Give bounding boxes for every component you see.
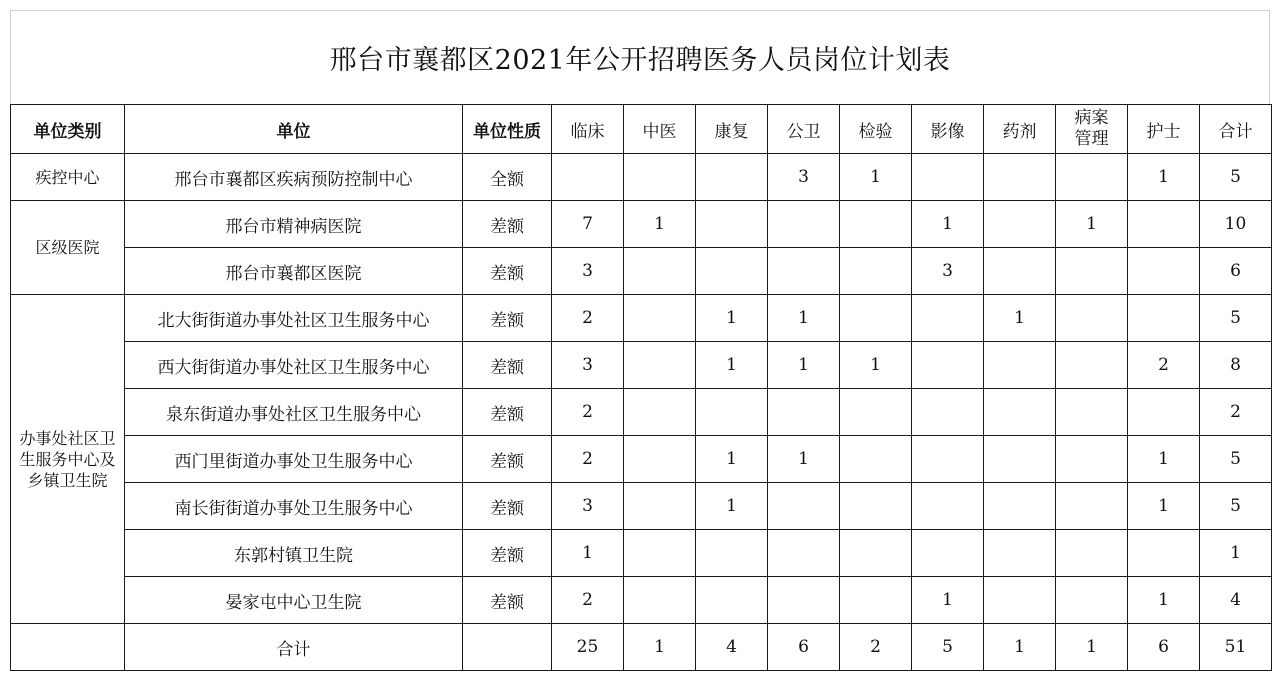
value-cell: 1 (1056, 201, 1128, 248)
value-cell (912, 295, 984, 342)
total-value-cell: 6 (768, 624, 840, 671)
value-cell (1056, 295, 1128, 342)
value-cell (624, 154, 696, 201)
value-cell: 2 (552, 436, 624, 483)
unit-cell: 南长街街道办事处卫生服务中心 (125, 483, 463, 530)
value-cell: 2 (1128, 342, 1200, 389)
value-cell (1056, 248, 1128, 295)
category-cell: 区级医院 (11, 201, 125, 295)
total-cell: 5 (1200, 436, 1272, 483)
unit-cell: 西大街街道办事处社区卫生服务中心 (125, 342, 463, 389)
nature-cell: 全额 (463, 154, 552, 201)
table-row (11, 389, 1272, 436)
value-cell: 1 (696, 342, 768, 389)
value-cell (984, 436, 1056, 483)
header-unit: 单位 (125, 105, 463, 154)
nature-cell: 差额 (463, 201, 552, 248)
value-cell (912, 483, 984, 530)
nature-cell: 差额 (463, 436, 552, 483)
value-cell (1128, 201, 1200, 248)
header-imaging: 影像 (912, 105, 984, 154)
table-row (11, 436, 1272, 483)
value-cell: 1 (912, 201, 984, 248)
value-cell (624, 530, 696, 577)
value-cell (1128, 295, 1200, 342)
table-row (11, 483, 1272, 530)
total-value-cell: 5 (912, 624, 984, 671)
total-value-cell: 25 (552, 624, 624, 671)
title-box (10, 10, 1270, 104)
total-value-cell: 2 (840, 624, 912, 671)
value-cell (984, 483, 1056, 530)
value-cell (1056, 342, 1128, 389)
value-cell (1056, 483, 1128, 530)
value-cell (768, 530, 840, 577)
total-cell: 10 (1200, 201, 1272, 248)
value-cell (768, 577, 840, 624)
unit-cell: 北大街街道办事处社区卫生服务中心 (125, 295, 463, 342)
value-cell (984, 154, 1056, 201)
header-rehab: 康复 (696, 105, 768, 154)
unit-cell: 东郭村镇卫生院 (125, 530, 463, 577)
table-row (11, 295, 1272, 342)
value-cell (624, 295, 696, 342)
value-cell (912, 154, 984, 201)
nature-cell: 差额 (463, 248, 552, 295)
value-cell: 1 (1128, 483, 1200, 530)
grand-total-cell: 51 (1200, 624, 1272, 671)
value-cell (1128, 389, 1200, 436)
header-public-health: 公卫 (768, 105, 840, 154)
value-cell (624, 436, 696, 483)
table-row (11, 530, 1272, 577)
total-value-cell: 4 (696, 624, 768, 671)
header-nature: 单位性质 (463, 105, 552, 154)
value-cell (624, 342, 696, 389)
value-cell: 3 (552, 248, 624, 295)
value-cell: 1 (768, 295, 840, 342)
value-cell (696, 248, 768, 295)
value-cell (768, 389, 840, 436)
value-cell (984, 201, 1056, 248)
value-cell: 1 (840, 154, 912, 201)
unit-cell: 泉东街道办事处社区卫生服务中心 (125, 389, 463, 436)
value-cell (840, 436, 912, 483)
nature-cell: 差额 (463, 389, 552, 436)
value-cell (624, 483, 696, 530)
value-cell (1056, 577, 1128, 624)
value-cell: 1 (912, 577, 984, 624)
value-cell: 2 (552, 389, 624, 436)
header-row (11, 105, 1272, 154)
value-cell (1128, 248, 1200, 295)
value-cell: 1 (1128, 577, 1200, 624)
total-row (11, 624, 1272, 671)
empty-cell (463, 624, 552, 671)
value-cell: 1 (624, 201, 696, 248)
value-cell (696, 389, 768, 436)
header-pharmacy: 药剂 (984, 105, 1056, 154)
value-cell (984, 248, 1056, 295)
unit-cell: 晏家屯中心卫生院 (125, 577, 463, 624)
value-cell (1056, 530, 1128, 577)
total-cell: 5 (1200, 154, 1272, 201)
value-cell (840, 389, 912, 436)
nature-cell: 差额 (463, 295, 552, 342)
total-cell: 5 (1200, 483, 1272, 530)
value-cell: 2 (552, 295, 624, 342)
value-cell (912, 436, 984, 483)
value-cell (696, 577, 768, 624)
value-cell (768, 248, 840, 295)
header-clinical: 临床 (552, 105, 624, 154)
header-total: 合计 (1200, 105, 1272, 154)
value-cell: 1 (696, 436, 768, 483)
header-records-text: 病案管理 (1074, 108, 1109, 149)
table-row (11, 154, 1272, 201)
value-cell (984, 530, 1056, 577)
total-value-cell: 1 (624, 624, 696, 671)
empty-cell (11, 624, 125, 671)
header-lab: 检验 (840, 105, 912, 154)
plan-sheet (10, 10, 1270, 671)
value-cell (984, 342, 1056, 389)
header-category: 单位类别 (11, 105, 125, 154)
table-row (11, 577, 1272, 624)
value-cell: 3 (768, 154, 840, 201)
unit-cell: 邢台市襄都区疾病预防控制中心 (125, 154, 463, 201)
value-cell (840, 530, 912, 577)
unit-cell: 邢台市襄都区医院 (125, 248, 463, 295)
category-cell (11, 295, 125, 624)
total-cell: 6 (1200, 248, 1272, 295)
value-cell: 7 (552, 201, 624, 248)
value-cell (840, 248, 912, 295)
header-nurse: 护士 (1128, 105, 1200, 154)
value-cell (912, 389, 984, 436)
table-row (11, 201, 1272, 248)
total-label: 合计 (125, 624, 463, 671)
page-title: 邢台市襄都区2021年公开招聘医务人员岗位计划表 (329, 45, 951, 76)
unit-cell: 西门里街道办事处卫生服务中心 (125, 436, 463, 483)
value-cell (624, 389, 696, 436)
total-cell: 2 (1200, 389, 1272, 436)
value-cell: 1 (984, 295, 1056, 342)
table-row (11, 342, 1272, 389)
value-cell: 1 (768, 436, 840, 483)
value-cell (696, 530, 768, 577)
unit-cell: 邢台市精神病医院 (125, 201, 463, 248)
value-cell (624, 248, 696, 295)
total-cell: 4 (1200, 577, 1272, 624)
value-cell (1056, 154, 1128, 201)
value-cell (624, 577, 696, 624)
value-cell (840, 295, 912, 342)
value-cell (696, 201, 768, 248)
value-cell (840, 483, 912, 530)
category-community-text: 办事处社区卫生服务中心及乡镇卫生院 (19, 428, 116, 490)
table-row (11, 248, 1272, 295)
category-cell: 疾控中心 (11, 154, 125, 201)
total-cell: 8 (1200, 342, 1272, 389)
value-cell (912, 342, 984, 389)
total-value-cell: 1 (1056, 624, 1128, 671)
nature-cell: 差额 (463, 483, 552, 530)
nature-cell: 差额 (463, 577, 552, 624)
position-plan-table (10, 104, 1272, 671)
value-cell (768, 201, 840, 248)
value-cell: 3 (912, 248, 984, 295)
value-cell: 1 (1128, 436, 1200, 483)
total-cell: 1 (1200, 530, 1272, 577)
value-cell: 1 (1128, 154, 1200, 201)
value-cell: 1 (768, 342, 840, 389)
value-cell (840, 577, 912, 624)
value-cell (1128, 530, 1200, 577)
value-cell: 3 (552, 483, 624, 530)
value-cell: 3 (552, 342, 624, 389)
header-records (1056, 105, 1128, 154)
value-cell (1056, 389, 1128, 436)
value-cell (840, 201, 912, 248)
value-cell (984, 389, 1056, 436)
total-value-cell: 6 (1128, 624, 1200, 671)
value-cell: 1 (696, 295, 768, 342)
total-cell: 5 (1200, 295, 1272, 342)
total-value-cell: 1 (984, 624, 1056, 671)
value-cell: 1 (696, 483, 768, 530)
value-cell: 2 (552, 577, 624, 624)
nature-cell: 差额 (463, 530, 552, 577)
value-cell: 1 (552, 530, 624, 577)
value-cell (768, 483, 840, 530)
value-cell (984, 577, 1056, 624)
value-cell (1056, 436, 1128, 483)
value-cell: 1 (840, 342, 912, 389)
header-tcm: 中医 (624, 105, 696, 154)
value-cell (552, 154, 624, 201)
value-cell (912, 530, 984, 577)
nature-cell: 差额 (463, 342, 552, 389)
value-cell (696, 154, 768, 201)
